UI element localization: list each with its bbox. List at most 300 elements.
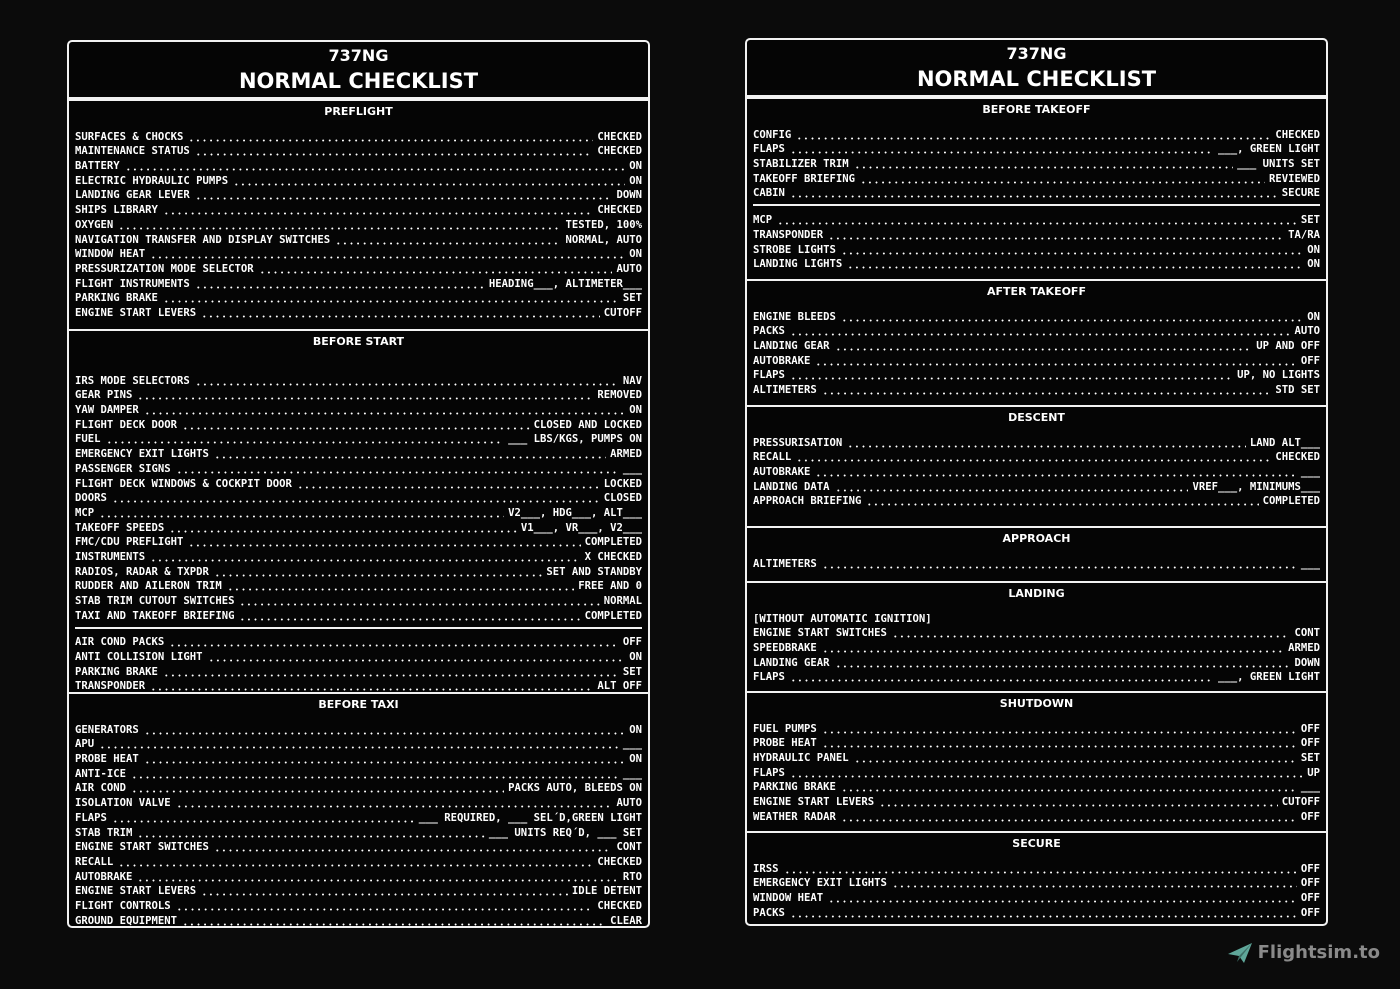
dot-leader	[822, 724, 1297, 734]
dot-leader	[259, 264, 613, 274]
dot-leader	[163, 205, 593, 215]
dot-leader	[227, 581, 575, 591]
checklist-item	[753, 736, 1320, 751]
checklist-item	[753, 765, 1320, 780]
dot-leader	[144, 725, 625, 735]
checklist-card-left	[67, 40, 650, 928]
checklist-item	[75, 388, 642, 403]
item-label: LANDING LIGHTS	[753, 258, 843, 271]
item-label: SHIPS LIBRARY	[75, 204, 158, 217]
section-preflight	[69, 99, 648, 329]
checklist-item	[75, 461, 642, 476]
dot-leader	[176, 798, 613, 808]
section-after-takeoff	[747, 279, 1326, 405]
item-value: ON	[1307, 243, 1320, 256]
item-value: DOWN	[616, 189, 642, 202]
dot-leader	[239, 596, 599, 606]
checklist-title: NORMAL CHECKLIST	[916, 67, 1157, 91]
dot-leader	[112, 813, 415, 823]
item-value: SET	[1300, 214, 1320, 227]
checklist-card-right	[745, 38, 1328, 926]
checklist-item	[75, 913, 642, 928]
item-label: LANDING GEAR LEVER	[75, 189, 190, 202]
item-value: ___, GREEN LIGHT	[1217, 671, 1320, 684]
checklist-item	[75, 825, 642, 840]
dot-leader	[106, 434, 505, 444]
checklist-item	[753, 876, 1320, 891]
item-value: NAV	[622, 374, 642, 387]
dot-leader	[815, 356, 1296, 366]
dot-leader	[195, 279, 485, 289]
dot-leader	[144, 405, 625, 415]
checklist-item	[75, 158, 642, 173]
item-value: CHECKED	[597, 855, 642, 868]
item-value: COMPLETED	[584, 609, 642, 622]
item-label: FUEL	[75, 433, 101, 446]
checklist-item	[753, 890, 1320, 905]
item-label: EMERGENCY EXIT LIGHTS	[75, 448, 209, 461]
dot-leader	[208, 652, 626, 662]
section-secure	[747, 831, 1326, 927]
item-label: FLIGHT DECK WINDOWS & COCKPIT DOOR	[75, 477, 292, 490]
checklist-item	[75, 810, 642, 825]
item-label: TAKEOFF BRIEFING	[753, 172, 856, 185]
dot-leader	[214, 842, 613, 852]
item-value: ON	[629, 174, 642, 187]
item-label: IRS MODE SELECTORS	[75, 374, 190, 387]
item-value: UP	[1307, 766, 1320, 779]
item-label: MAINTENANCE STATUS	[75, 145, 190, 158]
dot-leader	[201, 886, 568, 896]
item-label: AUTOBRAKE	[75, 870, 133, 883]
checklist-item	[75, 649, 642, 664]
dot-leader	[777, 215, 1297, 225]
dot-leader	[201, 308, 600, 318]
checklist-item	[75, 869, 642, 884]
checklist-item	[75, 247, 642, 262]
dot-leader	[118, 857, 593, 867]
dot-leader	[150, 249, 625, 259]
item-label: RECALL	[753, 451, 792, 464]
item-label: GROUND EQUIPMENT	[75, 914, 178, 927]
checklist-item	[75, 144, 642, 159]
item-label: ANTI-ICE	[75, 767, 127, 780]
checklist-item	[75, 491, 642, 506]
checklist-item	[753, 324, 1320, 339]
item-value: HEADING___, ALTIMETER___	[488, 277, 642, 290]
dot-leader	[815, 467, 1296, 477]
item-label: PRESSURIZATION MODE SELECTOR	[75, 262, 254, 275]
checklist-item	[753, 670, 1320, 685]
section-title: SHUTDOWN	[999, 697, 1074, 710]
aircraft-model: 737NG	[1006, 44, 1067, 63]
checklist-item	[75, 635, 642, 650]
dot-leader	[892, 628, 1291, 638]
section-title: BEFORE TAXI	[318, 698, 399, 711]
checklist-item	[75, 840, 642, 855]
item-label: IRSS	[753, 862, 779, 875]
item-value: AUTO	[616, 262, 642, 275]
checklist-item	[753, 640, 1320, 655]
item-label: LANDING DATA	[753, 480, 830, 493]
item-value: CHECKED	[1275, 451, 1320, 464]
item-label: RADIOS, RADAR & TXPDR	[75, 565, 209, 578]
checklist-item	[753, 382, 1320, 397]
item-label: FLIGHT INSTRUMENTS	[75, 277, 190, 290]
item-label: AUTOBRAKE	[753, 354, 811, 367]
item-label: CONFIG	[753, 128, 792, 141]
section-landing	[747, 581, 1326, 691]
item-value: ON	[1307, 258, 1320, 271]
checklist-item	[753, 212, 1320, 227]
section-title: DESCENT	[1008, 411, 1065, 424]
item-value: CUTOFF	[1281, 796, 1320, 809]
checklist-item	[75, 417, 642, 432]
dot-leader	[790, 188, 1278, 198]
dot-leader	[822, 643, 1284, 653]
dot-leader	[137, 872, 618, 882]
item-value: CONT	[1294, 627, 1320, 640]
item-value: ___ UNITS SET	[1237, 158, 1320, 171]
item-value: DOWN	[1294, 656, 1320, 669]
checklist-item	[753, 257, 1320, 272]
item-value: REVIEWED	[1268, 172, 1320, 185]
checklist-item	[753, 464, 1320, 479]
checklist-item	[753, 127, 1320, 142]
item-label: TAXI AND TAKEOFF BRIEFING	[75, 609, 235, 622]
dot-leader	[195, 146, 594, 156]
item-value: OFF	[1300, 354, 1320, 367]
dot-leader	[195, 376, 619, 386]
item-value: SET AND STANDBY	[546, 565, 642, 578]
checklist-item	[75, 766, 642, 781]
item-label: FLIGHT CONTROLS	[75, 899, 171, 912]
checklist-item	[75, 564, 642, 579]
checklist-item	[75, 505, 642, 520]
checklist-item	[75, 535, 642, 550]
dot-leader	[233, 176, 625, 186]
checklist-header	[69, 42, 648, 99]
item-label: STROBE LIGHTS	[753, 243, 836, 256]
divider	[75, 627, 642, 629]
item-value: RTO	[622, 870, 642, 883]
item-value: ON	[1307, 310, 1320, 323]
item-label: FLAPS	[753, 369, 785, 382]
item-value: ___ REQUIRED, ___ SEL´D,GREEN LIGHT	[418, 811, 642, 824]
dot-leader	[214, 449, 606, 459]
dot-leader	[176, 901, 594, 911]
item-label: TAKEOFF SPEEDS	[75, 521, 165, 534]
item-label: WEATHER RADAR	[753, 810, 836, 823]
item-label: PROBE HEAT	[75, 753, 139, 766]
item-value: OFF	[1300, 862, 1320, 875]
item-label: DOORS	[75, 492, 107, 505]
item-value: X CHECKED	[584, 550, 642, 563]
item-value: AUTO	[1294, 325, 1320, 338]
dot-leader	[182, 916, 606, 926]
item-value: ON	[629, 651, 642, 664]
checklist-item	[753, 721, 1320, 736]
item-value: ON	[629, 723, 642, 736]
dot-leader	[822, 559, 1297, 569]
item-value: ___	[622, 738, 642, 751]
dot-leader	[784, 864, 1297, 874]
divider	[753, 204, 1320, 206]
dot-leader	[841, 245, 1303, 255]
item-label: PARKING BRAKE	[753, 781, 836, 794]
checklist-item	[75, 373, 642, 388]
item-value: V1___, VR___, V2___	[520, 521, 642, 534]
item-value: CLOSED AND LOCKED	[533, 418, 642, 431]
item-label: NAVIGATION TRANSFER AND DISPLAY SWITCHES	[75, 233, 331, 246]
item-value: LAND ALT___	[1249, 436, 1320, 449]
dot-leader	[796, 452, 1271, 462]
checklist-item	[75, 781, 642, 796]
item-value: CHECKED	[597, 899, 642, 912]
item-label: OXYGEN	[75, 218, 114, 231]
section-title: SECURE	[1012, 837, 1061, 850]
dot-leader	[163, 293, 619, 303]
item-label: PARKING BRAKE	[75, 665, 158, 678]
item-value: UP, NO LIGHTS	[1237, 369, 1320, 382]
dot-leader	[131, 769, 619, 779]
checklist-item	[75, 261, 642, 276]
checklist-item	[75, 854, 642, 869]
item-label: PACKS	[753, 906, 785, 919]
dot-leader	[879, 797, 1278, 807]
item-label: ENGINE START SWITCHES	[75, 841, 209, 854]
item-value: ON	[629, 753, 642, 766]
item-value: ON	[629, 160, 642, 173]
dot-leader	[99, 508, 504, 518]
checklist-item	[75, 305, 642, 320]
checklist-item	[753, 905, 1320, 920]
dot-leader	[150, 552, 580, 562]
item-label: MCP	[753, 214, 773, 227]
checklist-item	[75, 276, 642, 291]
checklist-item	[753, 227, 1320, 242]
checklist-header	[747, 40, 1326, 97]
section-title: BEFORE START	[312, 335, 405, 348]
dot-leader	[835, 658, 1291, 668]
item-label: FUEL PUMPS	[753, 722, 817, 735]
checklist-item	[753, 242, 1320, 257]
checklist-item	[753, 494, 1320, 509]
section-before-taxi	[69, 692, 648, 929]
dot-leader	[822, 738, 1297, 748]
item-value: PACKS AUTO, BLEEDS ON	[508, 782, 642, 795]
dot-leader	[297, 479, 600, 489]
item-label: FLAPS	[75, 811, 107, 824]
section-title: PREFLIGHT	[324, 105, 393, 118]
dot-leader	[790, 144, 1214, 154]
item-label: BATTERY	[75, 160, 120, 173]
item-label: RECALL	[75, 855, 114, 868]
dot-leader	[790, 768, 1303, 778]
checklist-item	[753, 171, 1320, 186]
item-label: WINDOW HEAT	[75, 248, 146, 261]
item-label: LANDING GEAR	[753, 340, 830, 353]
dot-leader	[796, 130, 1271, 140]
dot-leader	[137, 828, 485, 838]
item-label: APPROACH BRIEFING	[753, 495, 862, 508]
item-value: ___	[622, 462, 642, 475]
dot-leader	[854, 159, 1233, 169]
item-label: FMC/CDU PREFLIGHT	[75, 536, 184, 549]
item-value: OFF	[1300, 722, 1320, 735]
item-value: SET	[622, 665, 642, 678]
dot-leader	[790, 326, 1291, 336]
item-value: CONT	[616, 841, 642, 854]
dot-leader	[828, 230, 1284, 240]
item-value: OFF	[1300, 877, 1320, 890]
item-value: V2___, HDG___, ALT___	[508, 506, 642, 519]
dot-leader	[239, 611, 580, 621]
item-value: COMPLETED	[584, 536, 642, 549]
item-value: ___ UNITS REQ´D, ___ SET	[488, 826, 642, 839]
dot-leader	[841, 812, 1297, 822]
dot-leader	[822, 385, 1272, 395]
item-label: [WITHOUT AUTOMATIC IGNITION]	[753, 612, 932, 625]
item-value: TA/RA	[1288, 228, 1320, 241]
checklist-item	[75, 291, 642, 306]
item-label: LANDING GEAR	[753, 656, 830, 669]
checklist-item	[753, 450, 1320, 465]
aircraft-model: 737NG	[328, 46, 389, 65]
item-value: OFF	[622, 636, 642, 649]
dot-leader	[854, 753, 1297, 763]
dot-leader	[125, 161, 626, 171]
item-label: INSTRUMENTS	[75, 550, 146, 563]
item-label: HYDRAULIC PANEL	[753, 752, 849, 765]
checklist-item	[75, 129, 642, 144]
dot-leader	[99, 739, 619, 749]
dot-leader	[150, 681, 593, 691]
dot-leader	[169, 523, 517, 533]
item-value: VREF___, MINIMUMS___	[1192, 480, 1320, 493]
dot-leader	[137, 390, 593, 400]
item-value: SET	[1300, 752, 1320, 765]
item-value: IDLE DETENT	[571, 885, 642, 898]
dot-leader	[176, 464, 619, 474]
dot-leader	[835, 482, 1189, 492]
dot-leader	[892, 878, 1297, 888]
item-label: PACKS	[753, 325, 785, 338]
item-label: MCP	[75, 506, 95, 519]
item-value: CUTOFF	[603, 306, 642, 319]
item-value: ___	[1300, 781, 1320, 794]
item-value: ARMED	[610, 448, 642, 461]
checklist-item	[753, 479, 1320, 494]
item-label: TRANSPONDER	[753, 228, 824, 241]
dot-leader	[828, 893, 1297, 903]
checklist-item	[75, 751, 642, 766]
item-label: ALTIMETERS	[753, 557, 817, 570]
checklist-item	[753, 156, 1320, 171]
section-before-takeoff	[747, 97, 1326, 279]
dot-leader	[144, 754, 625, 764]
watermark-logo	[1228, 942, 1380, 963]
checklist-item	[753, 809, 1320, 824]
checklist-item	[753, 435, 1320, 450]
dot-leader	[182, 420, 530, 430]
item-value: ON	[629, 404, 642, 417]
item-label: ALTIMETERS	[753, 384, 817, 397]
item-label: FLAPS	[753, 766, 785, 779]
checklist-item	[75, 402, 642, 417]
item-value: NORMAL	[603, 595, 642, 607]
item-value: FREE AND 0	[578, 580, 642, 593]
item-value: ___, GREEN LIGHT	[1217, 143, 1320, 156]
section-title: APPROACH	[1002, 532, 1071, 545]
item-label: APU	[75, 738, 95, 751]
dot-leader	[112, 493, 600, 503]
item-value: ___	[622, 767, 642, 780]
item-value: ___	[1300, 557, 1320, 570]
dot-leader	[835, 341, 1253, 351]
checklist-item	[753, 655, 1320, 670]
item-label: STABILIZER TRIM	[753, 158, 849, 171]
item-label: FLIGHT DECK DOOR	[75, 418, 178, 431]
checklist-title: NORMAL CHECKLIST	[238, 69, 479, 93]
item-label: YAW DAMPER	[75, 404, 139, 417]
item-value: CHECKED	[597, 204, 642, 217]
dot-leader	[841, 312, 1303, 322]
item-label: ENGINE START LEVERS	[75, 306, 197, 319]
item-value: CLEAR	[610, 914, 642, 927]
item-value: SECURE	[1281, 187, 1320, 200]
dot-leader	[118, 220, 561, 230]
checklist-item	[75, 579, 642, 594]
checklist-item	[753, 750, 1320, 765]
section-title: BEFORE TAKEOFF	[982, 103, 1091, 116]
dot-leader	[841, 782, 1297, 792]
checklist-item	[753, 794, 1320, 809]
item-value: OFF	[1300, 810, 1320, 823]
item-label: EMERGENCY EXIT LIGHTS	[753, 877, 887, 890]
checklist-item	[75, 593, 642, 608]
item-value: STD SET	[1275, 384, 1320, 397]
section-before-start	[69, 329, 648, 692]
checklist-item	[753, 142, 1320, 157]
item-label: STAB TRIM	[75, 826, 133, 839]
dot-leader	[790, 908, 1297, 918]
dot-leader	[790, 672, 1214, 682]
checklist-item	[75, 664, 642, 679]
checklist-item	[75, 722, 642, 737]
item-label: ELECTRIC HYDRAULIC PUMPS	[75, 174, 229, 187]
item-value: OFF	[1300, 906, 1320, 919]
dot-leader	[188, 537, 580, 547]
item-value: CLOSED	[603, 492, 642, 505]
item-label: AIR COND	[75, 782, 127, 795]
checklist-item	[753, 861, 1320, 876]
dot-leader	[195, 190, 613, 200]
item-label: AIR COND PACKS	[75, 636, 165, 649]
item-label: SPEEDBRAKE	[753, 642, 817, 655]
dot-leader	[866, 496, 1258, 506]
checklist-item	[75, 898, 642, 913]
checklist-item	[75, 217, 642, 232]
section-shutdown	[747, 691, 1326, 831]
item-label: RUDDER AND AILERON TRIM	[75, 580, 222, 593]
item-value: SET	[622, 292, 642, 305]
checklist-item	[75, 432, 642, 447]
item-value: AUTO	[616, 797, 642, 810]
checklist-item	[75, 737, 642, 752]
dot-leader	[169, 637, 619, 647]
watermark-text: Flightsim.to	[1257, 942, 1380, 963]
